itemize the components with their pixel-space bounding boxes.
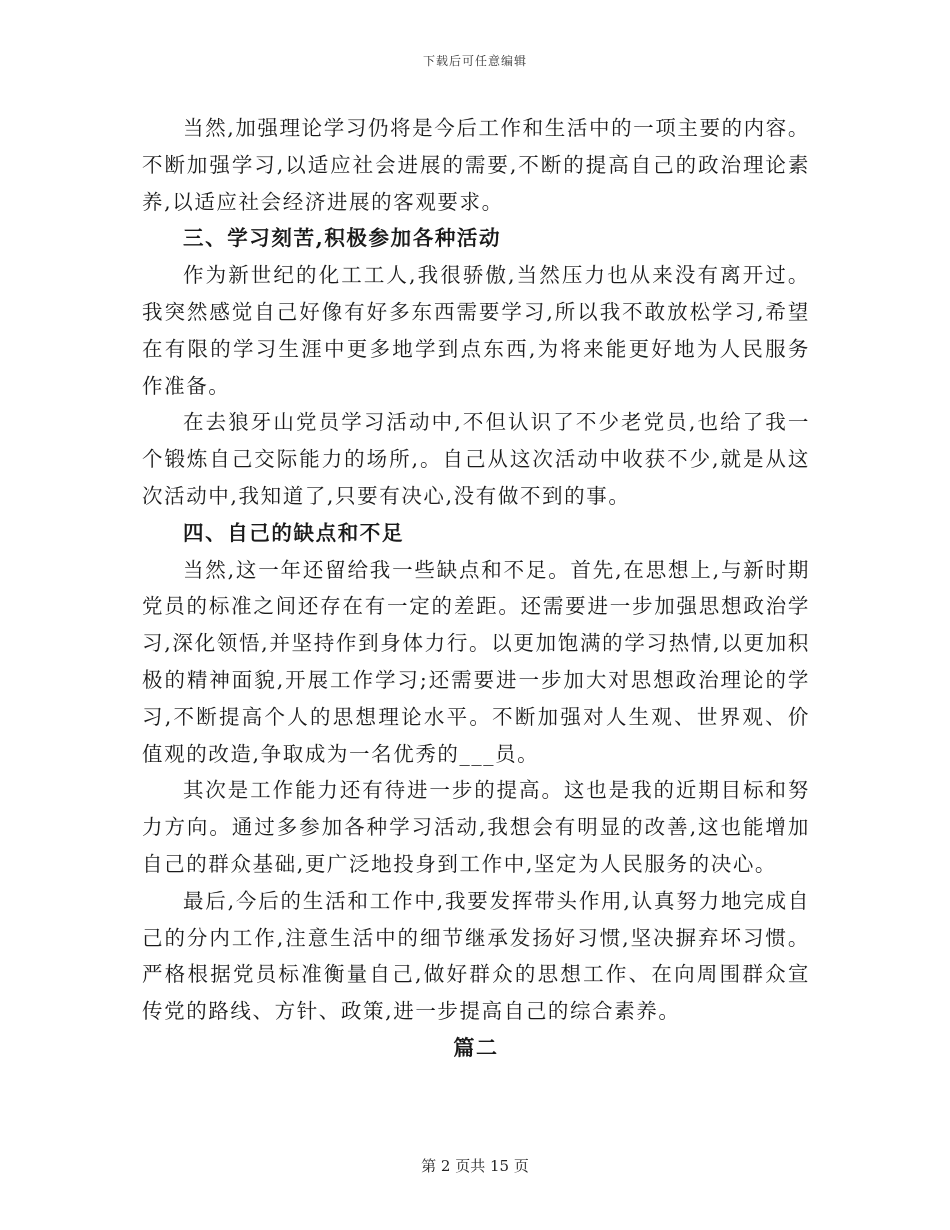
section-title: 篇二 <box>453 1034 499 1060</box>
paragraph-shortcomings: 当然,这一年还留给我一些缺点和不足。首先,在思想上,与新时期党员的标准之间还存在有一定的差距。还需要进一步加强思想政治学习,深化领悟,并坚持作到身体力行。以更加饱满的学习热情,以更加积极的精神面貌,开展工作学习;还需要进一步加大对思想政治理论的学习,不断提高个人的思想理论水平。不断加强对人生观、世界观、价值观的改造,争取成为一名优秀的___员。 <box>142 557 810 766</box>
heading-section-4: 四、自己的缺点和不足 <box>183 520 404 545</box>
page-footer: 第 2 页共 15 页 <box>421 1157 529 1175</box>
paragraph-finally: 最后,今后的生活和工作中,我要发挥带头作用,认真努力地完成自己的分内工作,注意生活中的细节继承发扬好习惯,坚决摒弃坏习惯。严格根据党员标准衡量自己,做好群众的思想工作、在向周围群众宣传党的路线、方针、政策,进一步提高自己的综合素养。 <box>142 888 810 1024</box>
page-header: 下载后可任意编辑 <box>422 54 527 68</box>
paragraph-chemical-worker: 作为新世纪的化工工人,我很骄傲,当然压力也从来没有离开过。我突然感觉自己好像有好多东西需要学习,所以我不敢放松学习,希望在有限的学习生涯中更多地学到点东西,为将来能更好地为人民服务作准备。 <box>142 263 810 398</box>
paragraph-langya-activity: 在去狼牙山党员学习活动中,不但认识了不少老党员,也给了我一个锻炼自己交际能力的场所,。自己从这次活动中收获不少,就是从这次活动中,我知道了,只要有决心,没有做不到的事。 <box>142 410 810 508</box>
paragraph-work-ability: 其次是工作能力还有待进一步的提高。这也是我的近期目标和努力方向。通过多参加各种学习活动,我想会有明显的改善,这也能增加自己的群众基础,更广泛地投身到工作中,坚定为人民服务的决心。 <box>142 778 810 876</box>
heading-section-3: 三、学习刻苦,积极参加各种活动 <box>183 226 502 251</box>
document-body <box>142 110 810 1067</box>
paragraph-theory-study: 当然,加强理论学习仍将是今后工作和生活中的一项主要的内容。不断加强学习,以适应社会进展的需要,不断的提高自己的政治理论素养,以适应社会经济进展的客观要求。 <box>142 116 810 214</box>
